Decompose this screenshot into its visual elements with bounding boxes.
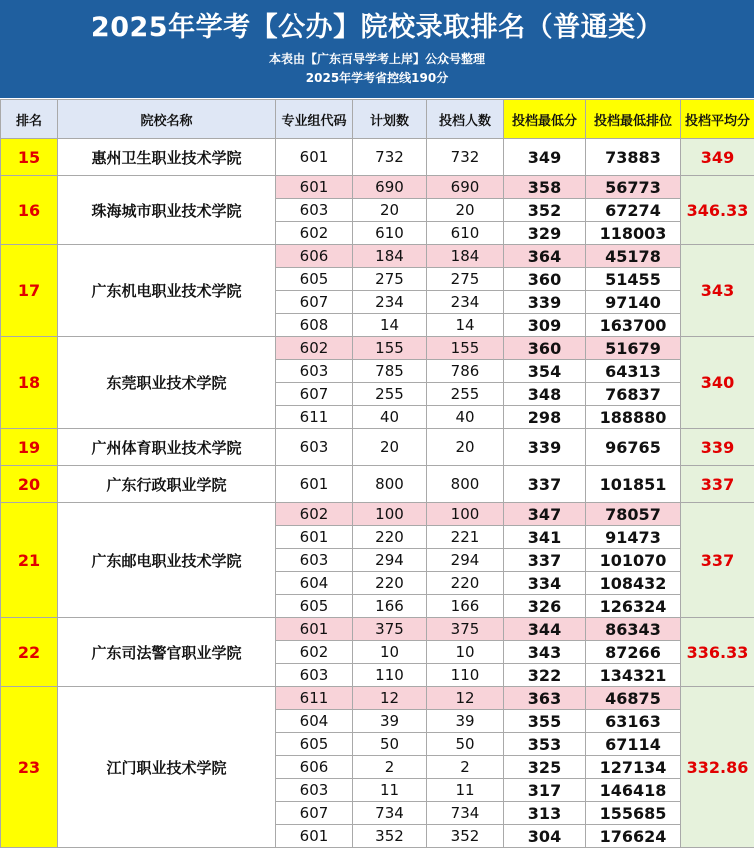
min-rank-cell: 91473 (586, 526, 681, 549)
min-score-cell: 334 (504, 572, 586, 595)
plan-count-cell: 220 (353, 526, 427, 549)
admitted-count-cell: 166 (427, 595, 504, 618)
admitted-count-cell: 800 (427, 466, 504, 503)
admitted-count-cell: 50 (427, 733, 504, 756)
table-row (1, 176, 754, 199)
rank-cell: 22 (1, 618, 58, 687)
rank-cell: 19 (1, 429, 58, 466)
column-header-row (1, 100, 754, 139)
group-code-cell: 601 (276, 526, 353, 549)
avg-score-cell: 346.33 (681, 176, 754, 245)
admitted-count-cell: 352 (427, 825, 504, 848)
admitted-count-cell: 155 (427, 337, 504, 360)
group-code-cell: 608 (276, 314, 353, 337)
group-code-cell: 605 (276, 733, 353, 756)
plan-count-cell: 20 (353, 199, 427, 222)
rank-cell: 18 (1, 337, 58, 429)
min-score-cell: 363 (504, 687, 586, 710)
min-score-cell: 304 (504, 825, 586, 848)
admitted-count-cell: 184 (427, 245, 504, 268)
admitted-count-cell: 255 (427, 383, 504, 406)
school-name-cell: 惠州卫生职业技术学院 (58, 139, 276, 176)
min-rank-cell: 51679 (586, 337, 681, 360)
min-rank-cell: 67274 (586, 199, 681, 222)
group-code-cell: 603 (276, 199, 353, 222)
col-header-school: 院校名称 (58, 100, 276, 139)
min-score-cell: 358 (504, 176, 586, 199)
avg-score-cell: 337 (681, 466, 754, 503)
group-code-cell: 606 (276, 245, 353, 268)
group-code-cell: 601 (276, 618, 353, 641)
plan-count-cell: 375 (353, 618, 427, 641)
plan-count-cell: 2 (353, 756, 427, 779)
plan-count-cell: 20 (353, 429, 427, 466)
table-header-banner (0, 0, 754, 98)
group-code-cell: 602 (276, 222, 353, 245)
admitted-count-cell: 234 (427, 291, 504, 314)
min-rank-cell: 86343 (586, 618, 681, 641)
admitted-count-cell: 610 (427, 222, 504, 245)
min-score-cell: 337 (504, 549, 586, 572)
group-code-cell: 604 (276, 572, 353, 595)
min-rank-cell: 188880 (586, 406, 681, 429)
group-code-cell: 606 (276, 756, 353, 779)
admitted-count-cell: 110 (427, 664, 504, 687)
admitted-count-cell: 2 (427, 756, 504, 779)
plan-count-cell: 734 (353, 802, 427, 825)
min-rank-cell: 46875 (586, 687, 681, 710)
min-rank-cell: 101851 (586, 466, 681, 503)
avg-score-cell: 343 (681, 245, 754, 337)
table-row (1, 687, 754, 710)
min-score-cell: 329 (504, 222, 586, 245)
admitted-count-cell: 221 (427, 526, 504, 549)
admitted-count-cell: 786 (427, 360, 504, 383)
min-rank-cell: 155685 (586, 802, 681, 825)
group-code-cell: 601 (276, 825, 353, 848)
admitted-count-cell: 40 (427, 406, 504, 429)
min-rank-cell: 67114 (586, 733, 681, 756)
min-rank-cell: 51455 (586, 268, 681, 291)
table-row (1, 245, 754, 268)
admitted-count-cell: 10 (427, 641, 504, 664)
plan-count-cell: 800 (353, 466, 427, 503)
admission-ranking-table (0, 99, 754, 848)
min-rank-cell: 63163 (586, 710, 681, 733)
group-code-cell: 603 (276, 549, 353, 572)
admitted-count-cell: 294 (427, 549, 504, 572)
min-score-cell: 355 (504, 710, 586, 733)
min-score-cell: 348 (504, 383, 586, 406)
group-code-cell: 603 (276, 664, 353, 687)
group-code-cell: 605 (276, 268, 353, 291)
min-rank-cell: 73883 (586, 139, 681, 176)
admitted-count-cell: 39 (427, 710, 504, 733)
plan-count-cell: 255 (353, 383, 427, 406)
admitted-count-cell: 734 (427, 802, 504, 825)
plan-count-cell: 40 (353, 406, 427, 429)
avg-score-cell: 332.86 (681, 687, 754, 848)
admitted-count-cell: 20 (427, 429, 504, 466)
admitted-count-cell: 12 (427, 687, 504, 710)
group-code-cell: 601 (276, 466, 353, 503)
min-rank-cell: 146418 (586, 779, 681, 802)
plan-count-cell: 352 (353, 825, 427, 848)
rank-cell: 20 (1, 466, 58, 503)
plan-count-cell: 220 (353, 572, 427, 595)
group-code-cell: 607 (276, 383, 353, 406)
admitted-count-cell: 100 (427, 503, 504, 526)
min-score-cell: 309 (504, 314, 586, 337)
min-score-cell: 353 (504, 733, 586, 756)
avg-score-cell: 339 (681, 429, 754, 466)
min-score-cell: 317 (504, 779, 586, 802)
col-header-min-score: 投档最低分 (504, 100, 586, 139)
plan-count-cell: 50 (353, 733, 427, 756)
min-score-cell: 339 (504, 291, 586, 314)
plan-count-cell: 275 (353, 268, 427, 291)
group-code-cell: 603 (276, 429, 353, 466)
school-name-cell: 广州体育职业技术学院 (58, 429, 276, 466)
avg-score-cell: 336.33 (681, 618, 754, 687)
col-header-group-code: 专业组代码 (276, 100, 353, 139)
group-code-cell: 604 (276, 710, 353, 733)
plan-count-cell: 155 (353, 337, 427, 360)
group-code-cell: 607 (276, 291, 353, 314)
group-code-cell: 602 (276, 337, 353, 360)
col-header-rank: 排名 (1, 100, 58, 139)
plan-count-cell: 690 (353, 176, 427, 199)
avg-score-cell: 340 (681, 337, 754, 429)
min-rank-cell: 134321 (586, 664, 681, 687)
min-score-cell: 347 (504, 503, 586, 526)
table-row (1, 337, 754, 360)
admitted-count-cell: 732 (427, 139, 504, 176)
table-row (1, 139, 754, 176)
rank-cell: 17 (1, 245, 58, 337)
min-rank-cell: 45178 (586, 245, 681, 268)
school-name-cell: 广东邮电职业技术学院 (58, 503, 276, 618)
group-code-cell: 602 (276, 503, 353, 526)
avg-score-cell: 349 (681, 139, 754, 176)
min-rank-cell: 56773 (586, 176, 681, 199)
admitted-count-cell: 375 (427, 618, 504, 641)
plan-count-cell: 234 (353, 291, 427, 314)
min-score-cell: 354 (504, 360, 586, 383)
min-score-cell: 341 (504, 526, 586, 549)
min-score-cell: 360 (504, 268, 586, 291)
plan-count-cell: 100 (353, 503, 427, 526)
plan-count-cell: 184 (353, 245, 427, 268)
school-name-cell: 珠海城市职业技术学院 (58, 176, 276, 245)
source-note: 本表由【广东百导学考上岸】公众号整理 (0, 51, 754, 68)
min-score-cell: 344 (504, 618, 586, 641)
plan-count-cell: 732 (353, 139, 427, 176)
group-code-cell: 603 (276, 360, 353, 383)
min-score-cell: 360 (504, 337, 586, 360)
plan-count-cell: 12 (353, 687, 427, 710)
min-score-cell: 313 (504, 802, 586, 825)
min-rank-cell: 96765 (586, 429, 681, 466)
min-rank-cell: 76837 (586, 383, 681, 406)
admitted-count-cell: 11 (427, 779, 504, 802)
min-rank-cell: 163700 (586, 314, 681, 337)
admitted-count-cell: 14 (427, 314, 504, 337)
plan-count-cell: 610 (353, 222, 427, 245)
col-header-avg-score: 投档平均分 (681, 100, 754, 139)
school-name-cell: 东莞职业技术学院 (58, 337, 276, 429)
group-code-cell: 605 (276, 595, 353, 618)
group-code-cell: 611 (276, 406, 353, 429)
control-line-note: 2025年学考省控线190分 (0, 70, 754, 87)
plan-count-cell: 39 (353, 710, 427, 733)
plan-count-cell: 110 (353, 664, 427, 687)
min-score-cell: 343 (504, 641, 586, 664)
plan-count-cell: 10 (353, 641, 427, 664)
min-score-cell: 364 (504, 245, 586, 268)
table-row (1, 466, 754, 503)
plan-count-cell: 14 (353, 314, 427, 337)
col-header-plan: 计划数 (353, 100, 427, 139)
school-name-cell: 江门职业技术学院 (58, 687, 276, 848)
table-row (1, 429, 754, 466)
min-rank-cell: 78057 (586, 503, 681, 526)
school-name-cell: 广东司法警官职业学院 (58, 618, 276, 687)
min-rank-cell: 87266 (586, 641, 681, 664)
admitted-count-cell: 690 (427, 176, 504, 199)
min-score-cell: 322 (504, 664, 586, 687)
page-title: 2025年学考【公办】院校录取排名（普通类） (0, 8, 754, 48)
group-code-cell: 601 (276, 176, 353, 199)
min-score-cell: 337 (504, 466, 586, 503)
admitted-count-cell: 20 (427, 199, 504, 222)
table-row (1, 503, 754, 526)
school-name-cell: 广东机电职业技术学院 (58, 245, 276, 337)
min-score-cell: 352 (504, 199, 586, 222)
group-code-cell: 611 (276, 687, 353, 710)
plan-count-cell: 166 (353, 595, 427, 618)
group-code-cell: 603 (276, 779, 353, 802)
min-score-cell: 325 (504, 756, 586, 779)
group-code-cell: 607 (276, 802, 353, 825)
admitted-count-cell: 275 (427, 268, 504, 291)
min-score-cell: 326 (504, 595, 586, 618)
admitted-count-cell: 220 (427, 572, 504, 595)
col-header-admitted: 投档人数 (427, 100, 504, 139)
min-rank-cell: 64313 (586, 360, 681, 383)
school-name-cell: 广东行政职业学院 (58, 466, 276, 503)
min-rank-cell: 127134 (586, 756, 681, 779)
min-rank-cell: 118003 (586, 222, 681, 245)
min-rank-cell: 101070 (586, 549, 681, 572)
group-code-cell: 601 (276, 139, 353, 176)
plan-count-cell: 785 (353, 360, 427, 383)
min-rank-cell: 176624 (586, 825, 681, 848)
min-score-cell: 339 (504, 429, 586, 466)
plan-count-cell: 11 (353, 779, 427, 802)
min-rank-cell: 126324 (586, 595, 681, 618)
min-rank-cell: 108432 (586, 572, 681, 595)
rank-cell: 21 (1, 503, 58, 618)
rank-cell: 23 (1, 687, 58, 848)
min-rank-cell: 97140 (586, 291, 681, 314)
rank-cell: 16 (1, 176, 58, 245)
table-row (1, 618, 754, 641)
group-code-cell: 602 (276, 641, 353, 664)
col-header-min-rank: 投档最低排位 (586, 100, 681, 139)
min-score-cell: 349 (504, 139, 586, 176)
plan-count-cell: 294 (353, 549, 427, 572)
rank-cell: 15 (1, 139, 58, 176)
avg-score-cell: 337 (681, 503, 754, 618)
min-score-cell: 298 (504, 406, 586, 429)
